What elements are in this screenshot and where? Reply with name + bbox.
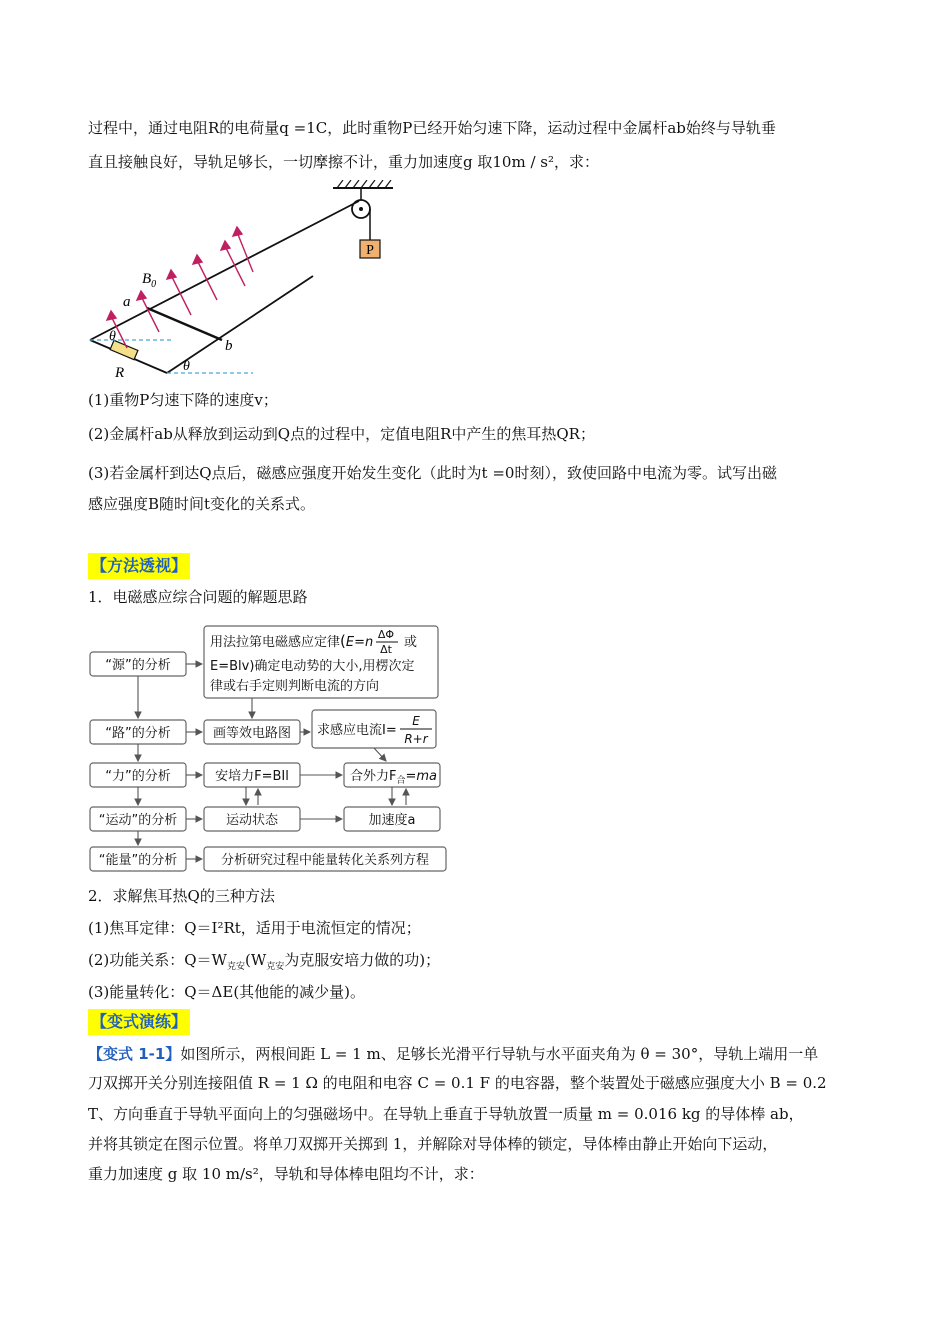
flow-faraday-line-3: 律或右手定则判断电流的方向: [210, 679, 380, 694]
flow-energy: “能量”的分析: [98, 853, 178, 868]
label-B0: $B_0$: [142, 271, 157, 290]
variant-line-2: 刀双掷开关分别连接阻值 R = 1 Ω 的电阻和电容 C = 0.1 F 的电容器，整个装置处于磁感应强度大小 B = 0.2: [88, 1074, 827, 1092]
flow-ampere: 安培力F=BIl: [215, 769, 289, 784]
flow-net-force: 合外力$F_合=ma$: [350, 769, 438, 786]
flow-energy-box: 分析研究过程中能量转化关系列方程: [220, 853, 430, 868]
flow-circuit: 画等效电路图: [212, 726, 292, 741]
question-2: (2)金属杆ab从释放到运动到Q点的过程中，定值电阻R中产生的焦耳热QR；: [88, 425, 595, 443]
method-joule: (1)焦耳定律：Q＝I²Rt，适用于电流恒定的情况；: [88, 919, 421, 937]
flow-accel: 加速度a: [368, 813, 416, 828]
flow-force: “力”的分析: [105, 769, 171, 784]
method-item-2: 2．求解焦耳热Q的三种方法: [88, 887, 275, 905]
problem-line-2: 直且接触良好，导轨足够长，一切摩擦不计，重力加速度g 取10m / s²，求：: [88, 153, 599, 171]
flow-faraday-or: 或: [404, 635, 418, 650]
flow-motion: “运动”的分析: [98, 813, 178, 828]
problem-line-1: 过程中，通过电阻R的电荷量q =1C，此时重物P已经开始匀速下降，运动过程中金属杆ab始终与导轨垂: [88, 119, 776, 137]
label-theta-bottom: θ: [183, 359, 190, 374]
question-3-line-2: 感应强度B随时间t变化的关系式。: [88, 495, 316, 513]
variant-line-5: 重力加速度 g 取 10 m/s²，导轨和导体棒电阻均不计，求：: [88, 1165, 484, 1183]
label-P: P: [366, 243, 374, 258]
flow-route: “路”的分析: [105, 726, 171, 741]
flow-current-num: E: [412, 714, 420, 728]
flow-faraday-den: Δt: [380, 643, 392, 656]
variant-line-4: 并将其锁定在图示位置。将单刀双掷开关掷到 1，并解除对导体棒的锁定，导体棒由静止开始向下运动，: [88, 1135, 778, 1153]
flow-state: 运动状态: [225, 813, 279, 828]
flow-faraday-line-1: 用法拉第电磁感应定律(E=n: [210, 632, 374, 650]
label-R: R: [115, 365, 125, 381]
label-a: a: [123, 294, 131, 310]
question-3-line-1: (3)若金属杆到达Q点后，磁感应强度开始发生变化（此时为t =0时刻），致使回路中电流为零。试写出磁: [88, 464, 777, 482]
method-header: 【方法透视】: [88, 553, 190, 579]
solution-flowchart: [86, 622, 448, 874]
flow-current-label: 求感应电流I=: [317, 723, 397, 738]
variant-header: 【变式演练】: [88, 1009, 190, 1035]
label-b: b: [225, 338, 233, 354]
question-1: (1)重物P匀速下降的速度v；: [88, 391, 278, 409]
incline-rail-figure: [85, 180, 405, 385]
method-item-1: 1．电磁感应综合问题的解题思路: [88, 588, 308, 606]
variant-line-3: T、方向垂直于导轨平面向上的匀强磁场中。在导轨上垂直于导轨放置一质量 m = 0.016 kg 的导体棒 ab，: [88, 1105, 804, 1123]
variant-line-1: 【变式 1-1】如图所示，两根间距 L = 1 m、足够长光滑平行导轨与水平面夹角为 θ = 30°，导轨上端用一单: [88, 1045, 819, 1063]
method-work-energy: (2)功能关系：$Q=W_{克安}(W_{克安}$为克服安培力做的功)；: [88, 951, 441, 972]
flow-current-den: R+r: [404, 732, 428, 746]
flow-source: “源”的分析: [105, 658, 171, 673]
label-theta-top: θ: [109, 329, 116, 344]
flow-faraday-line-2: E=Blv)确定电动势的大小,用楞次定: [210, 659, 415, 674]
method-energy-conversion: (3)能量转化：Q＝ΔE(其他能的减少量)。: [88, 983, 366, 1001]
flow-faraday-num: ΔΦ: [377, 628, 395, 641]
